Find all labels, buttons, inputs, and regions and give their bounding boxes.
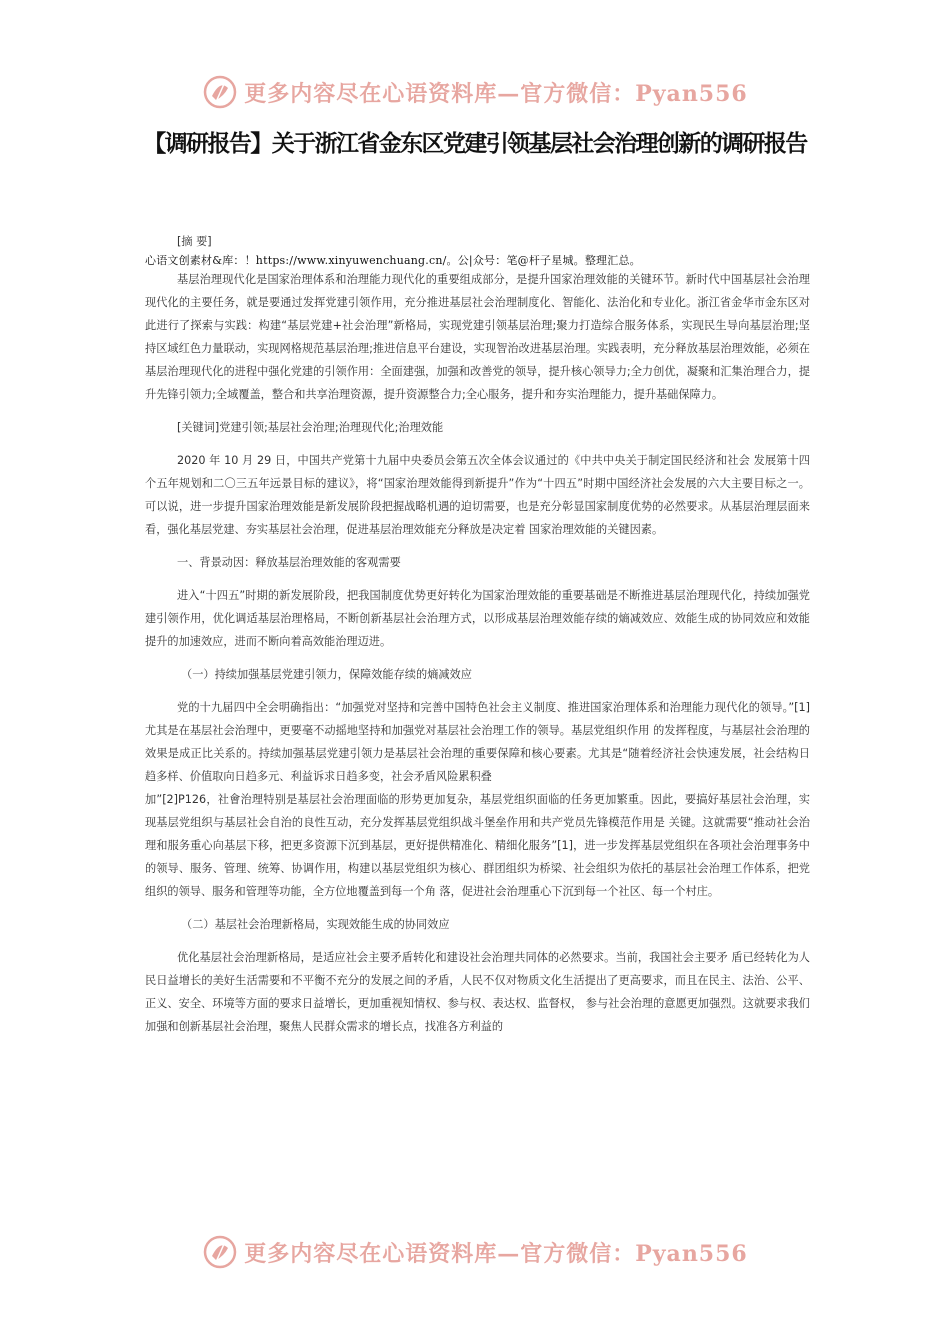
brand-logo-icon xyxy=(202,1234,238,1270)
document-body xyxy=(145,230,810,1038)
subsection-heading-1: （一）持续加强基层党建引领力，保障效能存续的熵减效应 xyxy=(181,668,472,681)
subsection-heading-2: （二）基层社会治理新格局，实现效能生成的协同效应 xyxy=(181,918,450,931)
brand-logo-icon xyxy=(202,74,238,110)
section-heading-1: 一、背景动因：释放基层治理效能的客观需要 xyxy=(177,556,401,569)
watermark-line: 心语文创素材&库：！https://www.xinyuwenchuang.cn/。公|众号：笔@杆子星城。整理汇总。 xyxy=(145,254,641,267)
section-paragraph-1: 进入“十四五”时期的新发展阶段，把我国制度优势更好转化为国家治理效能的重要基础是不断推进基层治理现代化，持续加强党建引领作用，优化调适基层治理格局，不断创新基层社会治理方式，以形成基层治理效能存续的熵减效应、效能生成的协同效应和效能提升的加速效应，进而不断向着高效能治理迈进。 xyxy=(145,589,810,648)
abstract-paragraph: 基层治理现代化是国家治理体系和治理能力现代化的重要组成部分，是提升国家治理效能的关键环节。新时代中国基层社会治理现代化的主要任务，就是要通过发挥党建引领作用，充分推进基层社会治理制度化、智能化、法治化和专业化。浙江省金华市金东区对此进行了探索与实践：构建“基层党建+社会治理”新格局，实现党建引领基层治理;聚力打造综合服务体系，实现民生导向基层治理;坚持区域红色力量联动，实现网格规范基层治理;推进信息平台建设，实现智治改进基层治理。实践表明，充分释放基层治理效能，必须在基层治理现代化的进程中强化党建的引领作用：全面建强，加强和改善党的领导，提升核心领导力;全力创优，凝聚和汇集治理合力，提升先锋引领力;全域覆盖，整合和共享治理资源，提升资源整合力;全心服务，提升和夯实治理能力，提升基础保障力。 xyxy=(145,273,810,401)
subsection-paragraph-1a: 党的十九届四中全会明确指出：“加强党对坚持和完善中国特色社会主义制度、推进国家治理体系和治理能力现代化的领导。”[1]尤其是在基层社会治理中，更要毫不动摇地坚持和加强党对基层社会治理工作的领导。基层党组织作用 的发挥程度，与基层社会治理的效果是成正比关系的。持续加强基层党建引领力是基层社会治理的重要保障和核心要素。尤其是“随着经济社会快速发展，社会结构日趋多样、价值取向日趋多元、利益诉求日趋多变，社会矛盾风险累积叠 xyxy=(145,701,810,783)
footer-banner xyxy=(0,1232,950,1272)
keywords-line: [关键词]党建引领;基层社会治理;治理现代化;治理效能 xyxy=(177,421,444,434)
banner-text: 更多内容尽在心语资料库—官方微信：Pyan556 xyxy=(244,80,748,107)
intro-paragraph: 2020 年 10 月 29 日，中国共产党第十九届中央委员会第五次全体会议通过的《中共中央关于制定国民经济和社会 发展第十四个五年规划和二〇三五年远景目标的建议》，将“国家治理效能得到新提升”作为“十四五”时期中国经济社会发展的六大主要目标之一。可以说，进一步提升国家治理效能是新发展阶段把握战略机遇的迫切需要，也是充分彰显国家制度优势的必然要求。从基层治理层面来看，强化基层党建、夯实基层社会治理，促进基层治理效能充分释放是决定着 国家治理效能的关键因素。 xyxy=(145,454,810,536)
banner-text: 更多内容尽在心语资料库—官方微信：Pyan556 xyxy=(244,1240,748,1267)
subsection-paragraph-1b: 加”[2]P126，社會治理特别是基层社会治理面临的形势更加复杂，基层党组织面临的任务更加繁重。因此，要搞好基层社会治理，实现基层党组织与基层社会自治的良性互动，充分发挥基层党组织战斗堡垒作用和共产党员先锋模范作用是 关键。这就需要“推动社会治理和服务重心向基层下移，把更多资源下沉到基层，更好提供精准化、精细化服务”[1]，进一步发挥基层党组织在各项社会治理事务中的领导、服务、管理、统筹、协调作用，构建以基层党组织为核心、群团组织为桥梁、社会组织为依托的基层社会治理工作体系，把党组织的领导、服务和管理等功能，全方位地覆盖到每一个角 落，促进社会治理重心下沉到每一个社区、每一个村庄。 xyxy=(145,793,810,898)
abstract-label: [摘 要] xyxy=(177,235,212,248)
page-title: 【调研报告】关于浙江省金东区党建引领基层社会治理创新的调研报告 xyxy=(143,131,807,157)
header-banner xyxy=(0,72,950,112)
subsection-paragraph-2: 优化基层社会治理新格局，是适应社会主要矛盾转化和建设社会治理共同体的必然要求。当前，我国社会主要矛 盾已经转化为人民日益增长的美好生活需要和不平衡不充分的发展之间的矛盾，人民不仅对物质文化生活提出了更高要求，而且在民主、法治、公平、正义、安全、环境等方面的要求日益增长，更加重视知情权、参与权、表达权、监督权， 参与社会治理的意愿更加强烈。这就要求我们加强和创新基层社会治理，聚焦人民群众需求的增长点，找准各方利益的 xyxy=(145,951,810,1033)
